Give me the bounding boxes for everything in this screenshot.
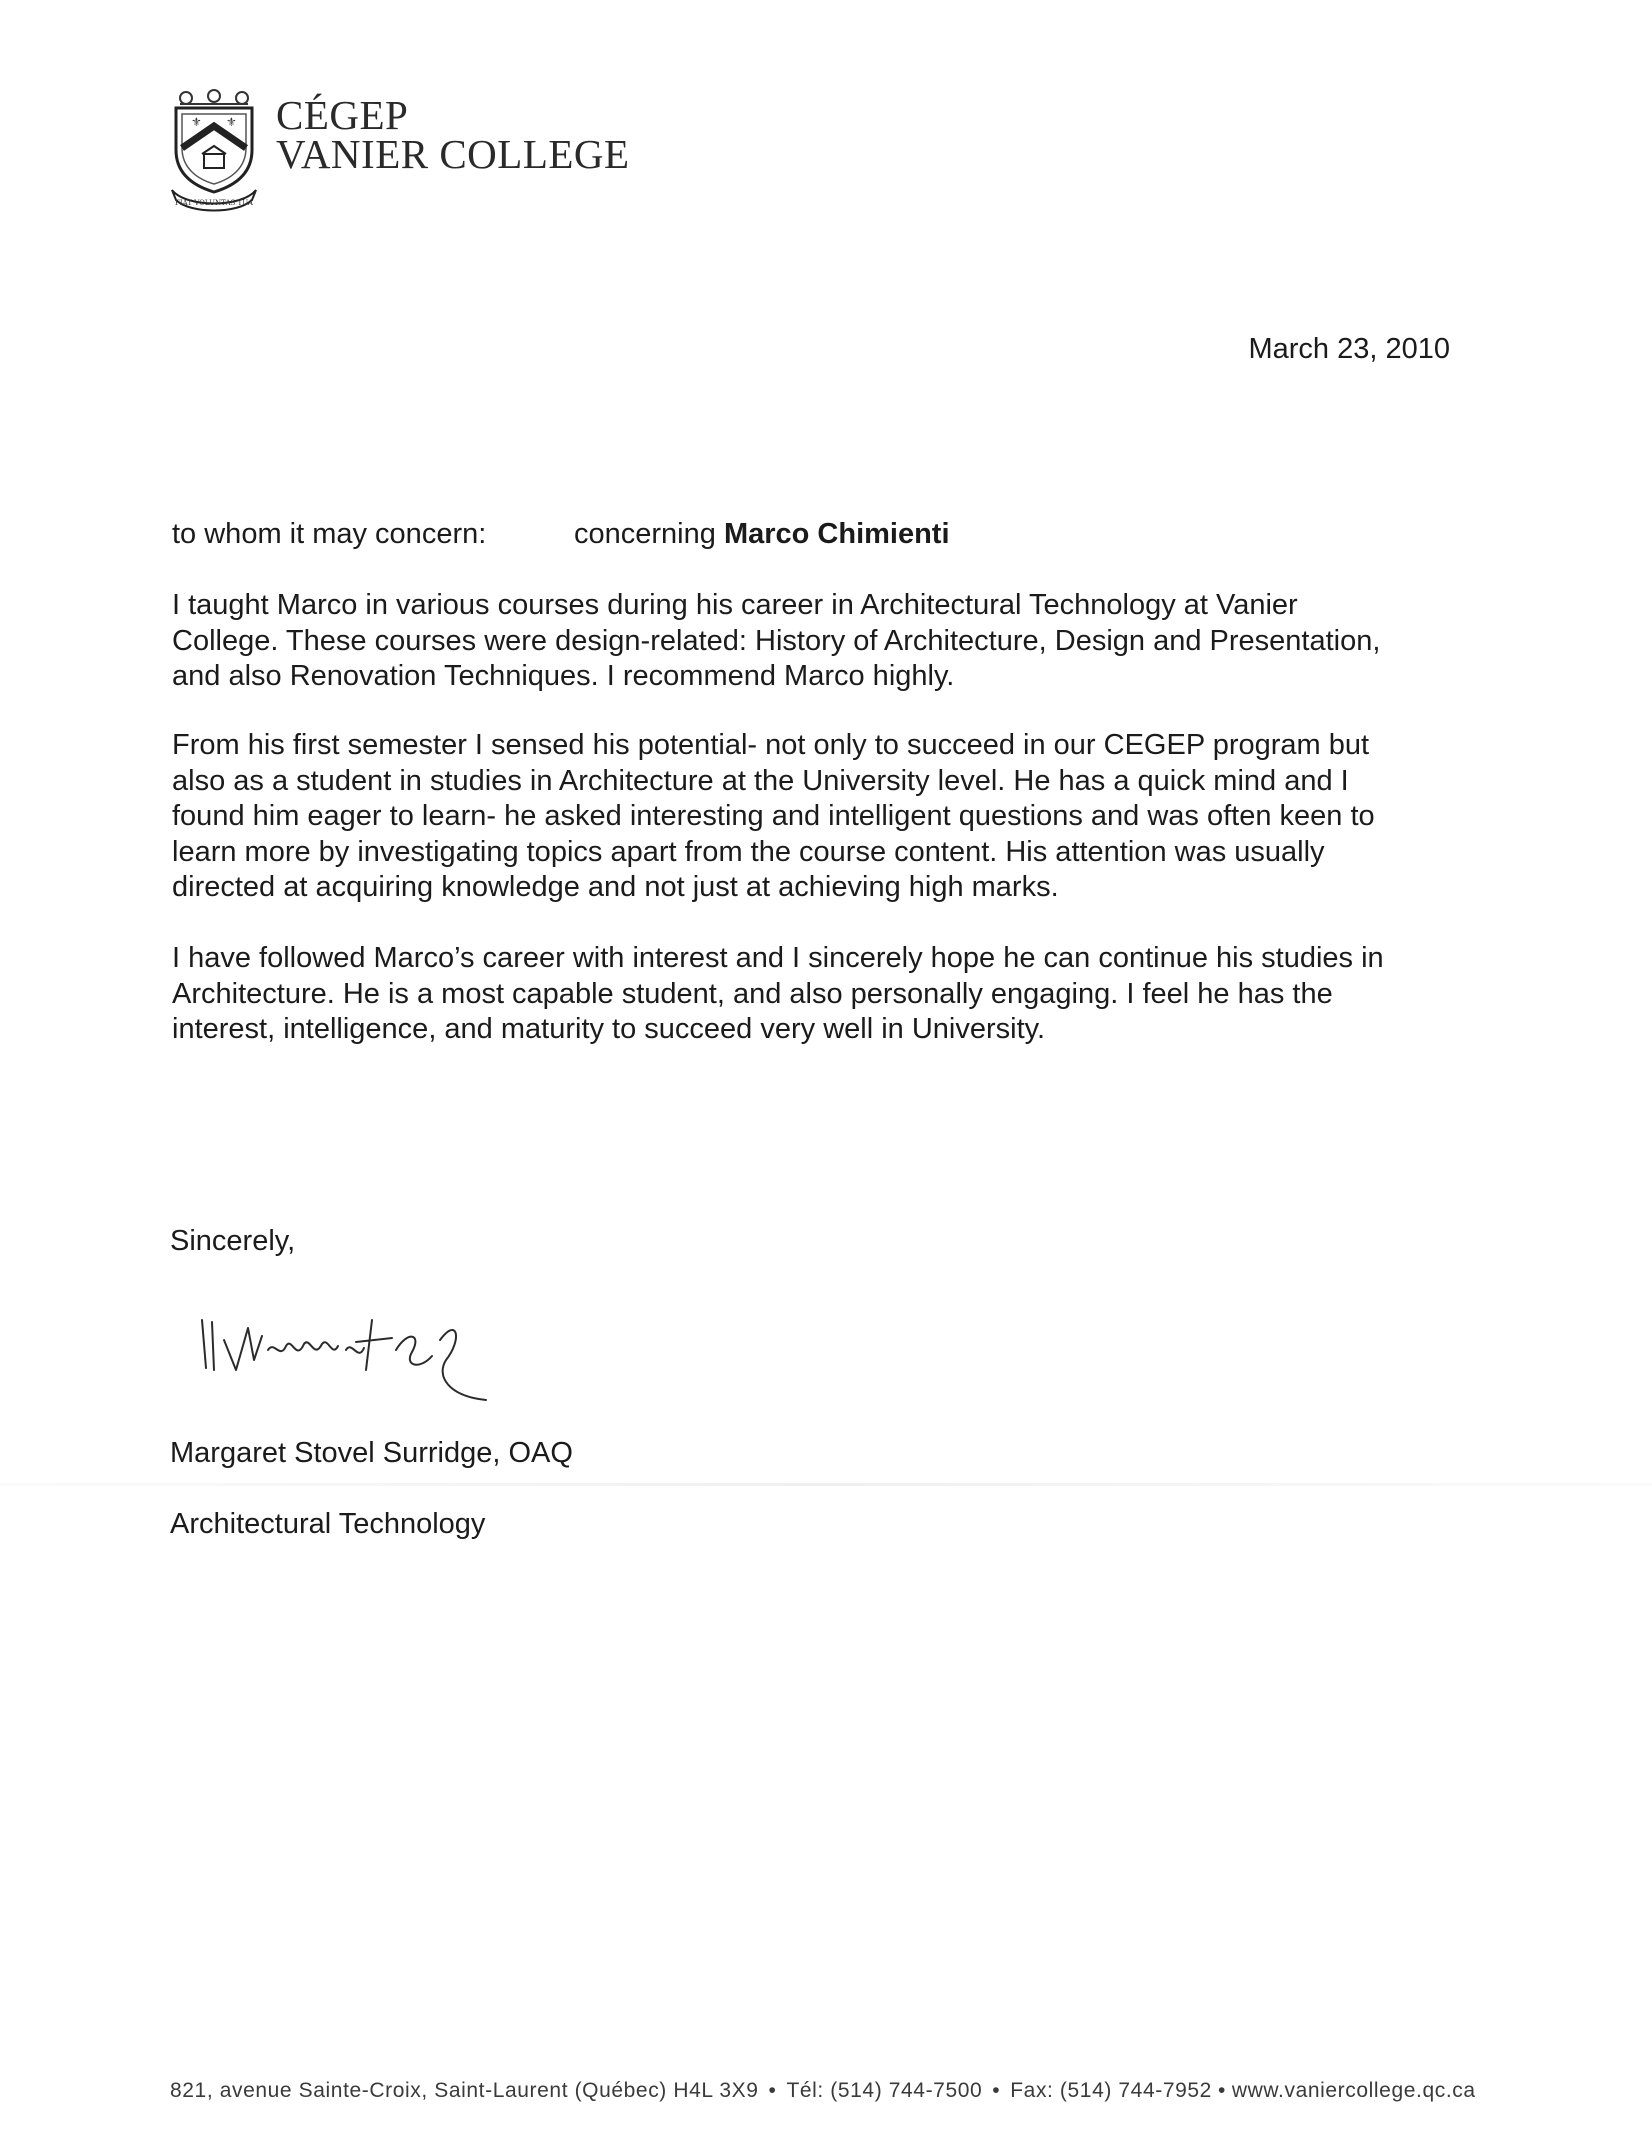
letterhead-footer xyxy=(170,2079,1476,2103)
salutation: to whom it may concern: xyxy=(172,518,487,550)
paragraph-line: found him eager to learn- he asked interesting and intelligent questions and was often keen to xyxy=(172,800,1375,832)
footer-fax: Fax: (514) 744-7952 xyxy=(1010,2079,1212,2102)
footer-separator: • xyxy=(992,2079,1001,2102)
college-name xyxy=(276,92,630,177)
paragraph-line: College. These courses were design-related: History of Architecture, Design and Presentation, xyxy=(172,624,1381,657)
college-name-line1: CÉGEP xyxy=(276,92,409,138)
body-paragraph-1 xyxy=(172,588,1472,695)
footer-phone: Tél: (514) 744-7500 xyxy=(786,2079,983,2102)
footer-website: www.vaniercollege.qc.ca xyxy=(1231,2079,1476,2102)
footer-separator: • xyxy=(1217,2079,1226,2102)
paragraph-line: also as a student in studies in Architecture at the University level. He has a quick mind and I xyxy=(172,764,1349,797)
handwritten-signature xyxy=(196,1300,526,1410)
body-paragraph-3 xyxy=(172,941,1472,1048)
paragraph-line: directed at acquiring knowledge and not just at achieving high marks. xyxy=(172,871,1059,903)
body-paragraph-2 xyxy=(172,728,1472,906)
college-name-line2: VANIER COLLEGE xyxy=(276,131,630,177)
signer-department: Architectural Technology xyxy=(170,1508,486,1540)
signer-name: Margaret Stovel Surridge, OAQ xyxy=(170,1437,573,1469)
concerning-name: Marco Chimienti xyxy=(723,518,950,550)
paragraph-line: and also Renovation Techniques. I recommend Marco highly. xyxy=(172,660,955,692)
footer-separator: • xyxy=(768,2079,777,2102)
paragraph-line: I taught Marco in various courses during his career in Architectural Technology at Vanier xyxy=(172,589,1298,621)
svg-text:FIAT VOLUNTAS TUA: FIAT VOLUNTAS TUA xyxy=(175,199,253,207)
concerning-prefix: concerning xyxy=(574,518,716,550)
concerning-line xyxy=(574,518,950,551)
closing: Sincerely, xyxy=(170,1225,296,1257)
scan-artifact-line xyxy=(0,1483,1652,1486)
footer-address: 821, avenue Sainte-Croix, Saint-Laurent (Québec) H4L 3X9 xyxy=(170,2079,759,2102)
svg-text:⚜: ⚜ xyxy=(226,115,237,129)
college-crest-logo xyxy=(166,86,262,212)
paragraph-line: I have followed Marco’s career with interest and I sincerely hope he can continue his studies in xyxy=(172,942,1384,974)
svg-text:⚜: ⚜ xyxy=(191,115,202,129)
letter-date: March 23, 2010 xyxy=(1248,333,1450,365)
paragraph-line: learn more by investigating topics apart from the course content. His attention was usually xyxy=(172,835,1325,868)
paragraph-line: Architecture. He is a most capable student, and also personally engaging. I feel he has the xyxy=(172,977,1333,1010)
paragraph-line: interest, intelligence, and maturity to succeed very well in University. xyxy=(172,1013,1046,1045)
paragraph-line: From his first semester I sensed his potential- not only to succeed in our CEGEP program but xyxy=(172,729,1370,761)
